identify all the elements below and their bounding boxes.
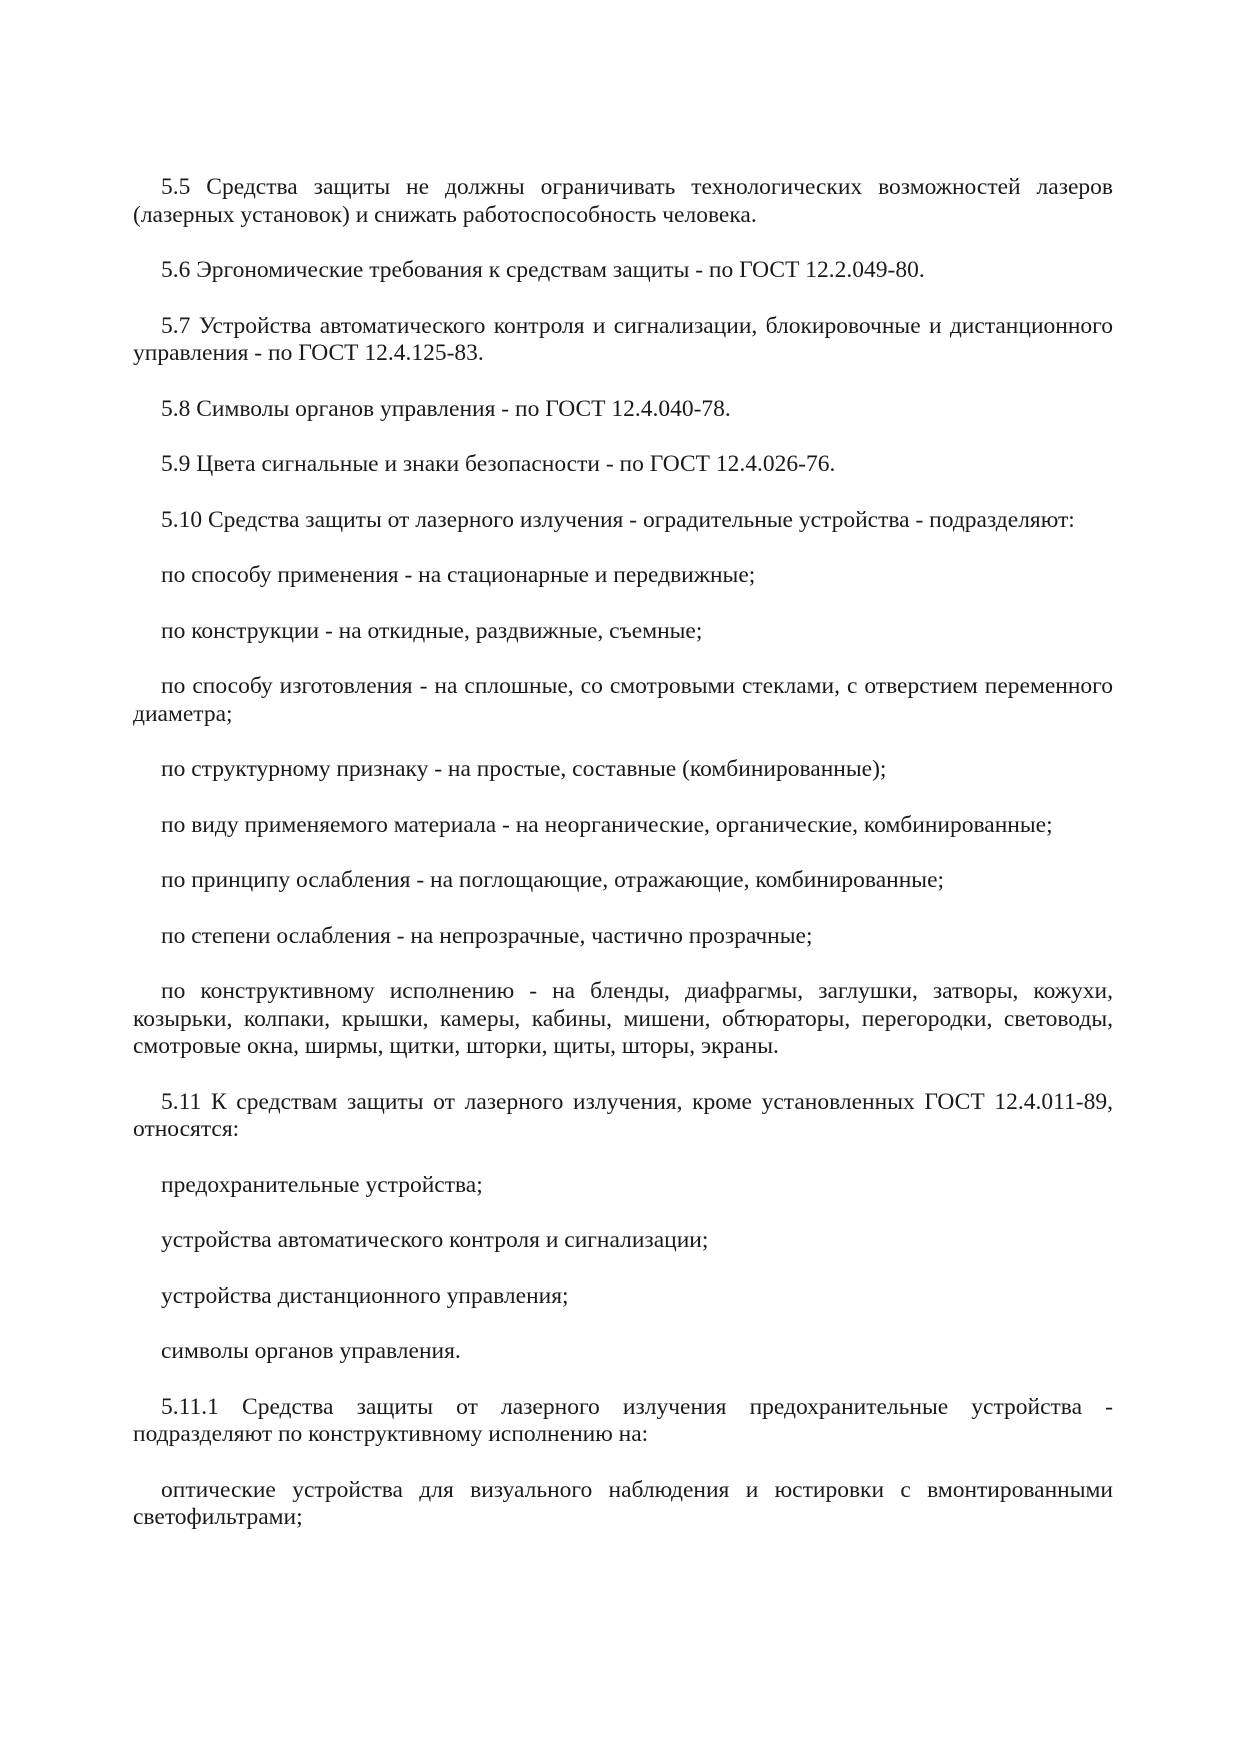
clause-5-6: 5.6 Эргономические требования к средствам защиты - по ГОСТ 12.2.049-80. — [161, 257, 925, 283]
list-item: по конструктивному исполнению - на бленды, диафрагмы, заглушки, затворы, кожухи, козырьки, колпаки, крышки, камеры, кабины, мишени, обтюраторы, перегородки, световоды, смотровые окна, ширмы, щитки, шторки, щиты, шторы, экраны. — [133, 978, 1113, 1059]
list-item: по степени ослабления - на непрозрачные, частично прозрачные; — [161, 922, 813, 949]
clause-5-7: 5.7 Устройства автоматического контроля и сигнализации, блокировочные и дистанционного управления - по ГОСТ 12.4.125-83. — [133, 312, 1113, 366]
list-item: устройства автоматического контроля и сигнализации; — [161, 1227, 709, 1253]
list-item: предохранительные устройства; — [161, 1171, 483, 1198]
list-item: оптические устройства для визуального наблюдения и юстировки с вмонтированными светофильтрами; — [133, 1476, 1113, 1530]
list-item: символы органов управления. — [161, 1338, 461, 1364]
clause-5-11-1: 5.11.1 Средства защиты от лазерного излучения предохранительные устройства - подразделяют по конструктивному исполнению на: — [133, 1393, 1113, 1447]
clause-5-11: 5.11 К средствам защиты от лазерного излучения, кроме установленных ГОСТ 12.4.011-89, относятся: — [133, 1088, 1113, 1142]
list-item: по способу применения - на стационарные и передвижные; — [161, 562, 756, 588]
clause-5-9: 5.9 Цвета сигнальные и знаки безопасности - по ГОСТ 12.4.026-76. — [161, 451, 836, 477]
list-item: по конструкции - на откидные, раздвижные, съемные; — [161, 617, 703, 644]
clause-5-10: 5.10 Средства защиты от лазерного излучения - оградительные устройства - подразделяют: — [161, 506, 1075, 533]
list-item: устройства дистанционного управления; — [161, 1282, 569, 1309]
list-item: по структурному признаку - на простые, составные (комбинированные); — [161, 756, 887, 782]
clause-5-8: 5.8 Символы органов управления - по ГОСТ 12.4.040-78. — [161, 395, 731, 422]
clause-5-5: 5.5 Средства защиты не должны ограничивать технологических возможностей лазеров (лазерных установок) и снижать работоспособность человека. — [133, 174, 1113, 228]
list-item: по способу изготовления - на сплошные, со смотровыми стеклами, с отверстием переменного диаметра; — [133, 673, 1113, 727]
list-item: по виду применяемого материала - на неорганические, органические, комбинированные; — [161, 811, 1053, 838]
document-page — [133, 174, 1113, 1560]
list-item: по принципу ослабления - на поглощающие, отражающие, комбинированные; — [161, 867, 945, 893]
